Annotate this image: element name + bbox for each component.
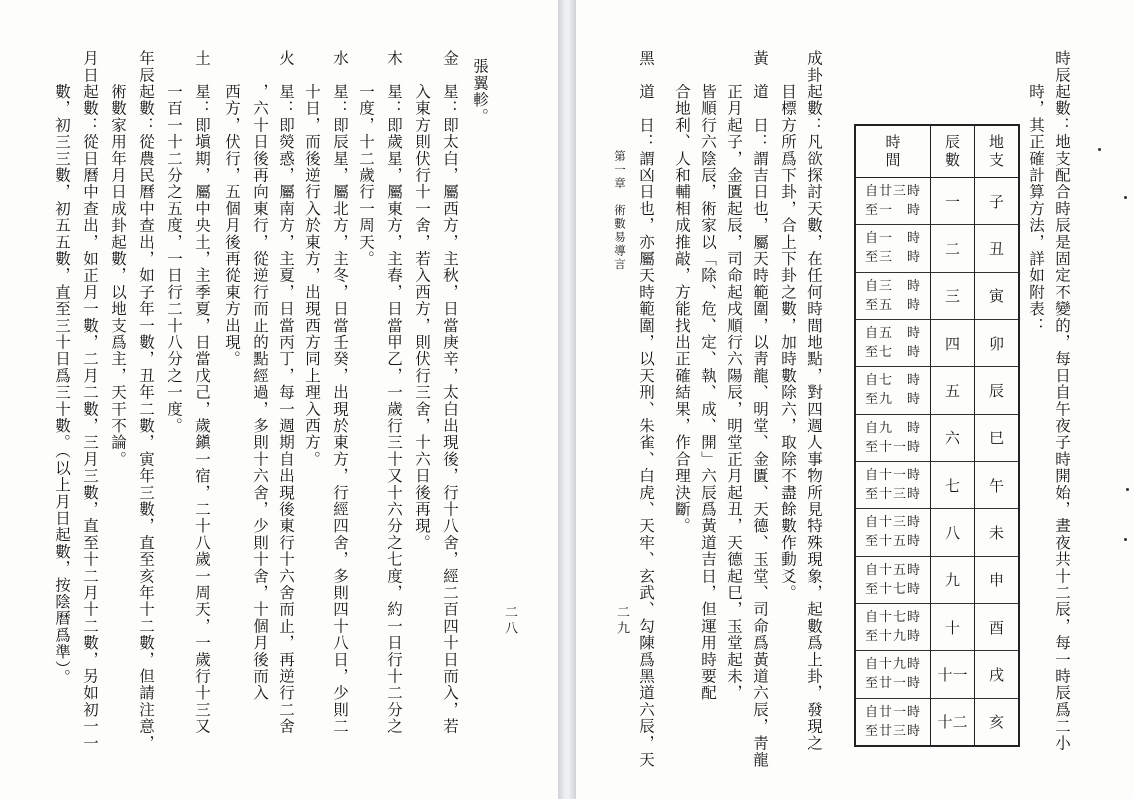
table-header-num: 辰數 <box>931 126 974 178</box>
table-cell-num: 九 <box>931 557 974 604</box>
text-column: 月日起數：從日曆中查出，如正月一數，二月二數，三月三數，直至十二月十二數，另如初一一 <box>81 50 99 752</box>
table-cell-time: 自廿一時 至廿三時 <box>864 704 921 739</box>
table-cell-time: 自十七時 至十九時 <box>856 604 930 651</box>
page-number: 二八 <box>502 605 517 637</box>
text-column: 成卦起數：凡欲探討天數，在任何時間地點，對四週人事物所見特殊現象，起數爲上卦，發現之 <box>805 50 823 752</box>
table-cell-num: 一 <box>931 178 974 225</box>
time-column <box>856 126 930 745</box>
table-cell-time: 自廿三時 至一 時 <box>856 178 930 225</box>
text-column: ，六十日後再向東行，從逆行而止的點經過，多則十六舍，少則十舍，十個月後而入 <box>251 50 269 702</box>
table-cell-num: 七 <box>931 462 974 509</box>
table-cell-time: 自五 時 至七 時 <box>856 320 930 367</box>
scan-speck <box>1126 488 1129 491</box>
text-column: 金 星：即太白，屬西方，主秋，日當庚辛，太白出現後，行十八舍，經二百四十日而入，若 <box>441 50 459 735</box>
text-column: 一度，十二歲行一周天。 <box>357 50 375 268</box>
text-column: 時辰起數：地支配合時辰是固定不變的，每日自午夜子時開始，晝夜共十二辰，每一時辰爲二小 <box>1053 50 1071 752</box>
text-column: 術數家用年月日成卦起數，以地支爲主，天干不論。 <box>109 50 127 468</box>
earthly-branch-column <box>974 126 1018 745</box>
text-column: 正月起子，金匱起辰，司命起戌順行六陽辰，明堂正月起丑，天德起巳，玉堂起未， <box>725 50 743 702</box>
table-cell-num: 六 <box>931 415 974 462</box>
running-head: 第一章 術數易導言 <box>613 150 627 272</box>
text-column: 一百一十二分之五度，一日行二十八分之一度。 <box>165 50 183 435</box>
table-cell-zhi: 丑 <box>975 225 1018 272</box>
table-cell-time: 自十九時 至廿一時 <box>856 651 930 698</box>
table-cell-zhi: 子 <box>975 178 1018 225</box>
text-column: 張翼軫。 <box>471 58 489 125</box>
text-column: 合地利、人和輔相成推敲，方能找出正確結果，作合理決斷。 <box>673 50 691 535</box>
text-column: 數，初三三數，初五五數，直至三十日爲三十數。（以上月日起數，按陰曆爲準）。 <box>53 50 71 686</box>
text-column: 水 星：即辰星，屬北方，主冬，日當壬癸，出現於東方，行經四舍，多則四十八日，少則二 <box>331 50 349 735</box>
text-column: 時，其正確計算方法，詳如附表： <box>1027 50 1045 334</box>
table-cell-time: 自十一時 至十三時 <box>856 462 930 509</box>
table-cell-zhi: 未 <box>975 509 1018 556</box>
text-column: 十日，而後逆行入於東方，出現西方同上理入西方。 <box>303 50 321 468</box>
table-cell-zhi: 巳 <box>975 415 1018 462</box>
table-cell-time: 自十三時 至十五時 <box>856 509 930 556</box>
table-cell-num: 三 <box>931 273 974 320</box>
text-column: 皆順行六陰辰，術家以「除、危、定、執、成、開」六辰爲黃道吉日，但運用時要配 <box>699 50 717 702</box>
table-cell-zhi: 午 <box>975 462 1018 509</box>
table-cell-num: 十 <box>931 604 974 651</box>
table-cell-zhi: 申 <box>975 557 1018 604</box>
table-cell-time: 自七 時 至九 時 <box>856 367 930 414</box>
table-cell-zhi: 酉 <box>975 604 1018 651</box>
text-column: 木 星：即歲星，屬東方，主春，日當甲乙，一歲行三十又十六分之七度，約一日行十二分之 <box>385 50 403 735</box>
text-column: 年辰起數：從農民曆中查出，如子年一數，丑年二數，寅年三數，直至亥年十二數，但請注意， <box>137 50 155 752</box>
table-cell-zhi: 卯 <box>975 320 1018 367</box>
left-page <box>0 0 558 799</box>
table-header-time: 時間 <box>856 126 930 178</box>
table-cell-time: 自一 時 至三 時 <box>856 225 930 272</box>
time-table <box>854 124 1020 747</box>
text-column: 入東方則伏行十一舍，若入西方，則伏行三舍，十六日後再現。 <box>413 50 431 551</box>
text-column: 目標方所爲下卦，合上下卦之數，加時數除六，取除不盡餘數作動爻。 <box>779 50 797 602</box>
table-cell-num: 十一 <box>931 651 974 698</box>
table-cell-zhi: 寅 <box>975 273 1018 320</box>
table-cell-time: 自三 時 至五 時 <box>856 273 930 320</box>
table-cell-zhi: 亥 <box>988 713 1004 732</box>
table-cell-num: 八 <box>931 509 974 556</box>
scan-speck <box>1098 148 1101 151</box>
text-column: 黑 道 日：謂凶日也，亦屬天時範圍，以天刑、朱雀、白虎、天牢、玄武、勾陳爲黑道六辰，天 <box>637 50 655 769</box>
page-number: 二九 <box>614 605 629 637</box>
table-cell-num: 二 <box>931 225 974 272</box>
table-cell-num: 四 <box>931 320 974 367</box>
text-column: 黃 道 日：謂吉日也，屬天時範圍，以靑龍、明堂、金匱、天德、玉堂、司命爲黃道六辰，靑龍 <box>751 50 769 769</box>
table-header-zhi: 地支 <box>975 126 1018 178</box>
table-cell-time: 自九 時 至十一時 <box>856 415 930 462</box>
text-column: 土 星：即塡期，屬中央土，主季夏，日當戊己，歲鎭一宿，二十八歲一周天，一歲行十三又 <box>193 50 211 735</box>
table-cell-num: 十二 <box>937 713 968 732</box>
scan-speck <box>1124 538 1127 541</box>
table-cell-time: 自十五時 至十七時 <box>856 557 930 604</box>
table-cell-zhi: 戌 <box>975 651 1018 698</box>
table-cell-zhi: 辰 <box>975 367 1018 414</box>
text-column: 火 星：即熒惑，屬南方，主夏，日當丙丁，每一週期自出現後東行十六舍而止，再逆行二舍 <box>277 50 295 735</box>
scan-speck <box>1124 196 1127 199</box>
page-gutter <box>558 0 576 799</box>
text-column: 西方，伏行，五個月後再從東方出現。 <box>223 50 241 368</box>
table-cell-num: 五 <box>931 367 974 414</box>
hour-number-column <box>930 126 974 745</box>
